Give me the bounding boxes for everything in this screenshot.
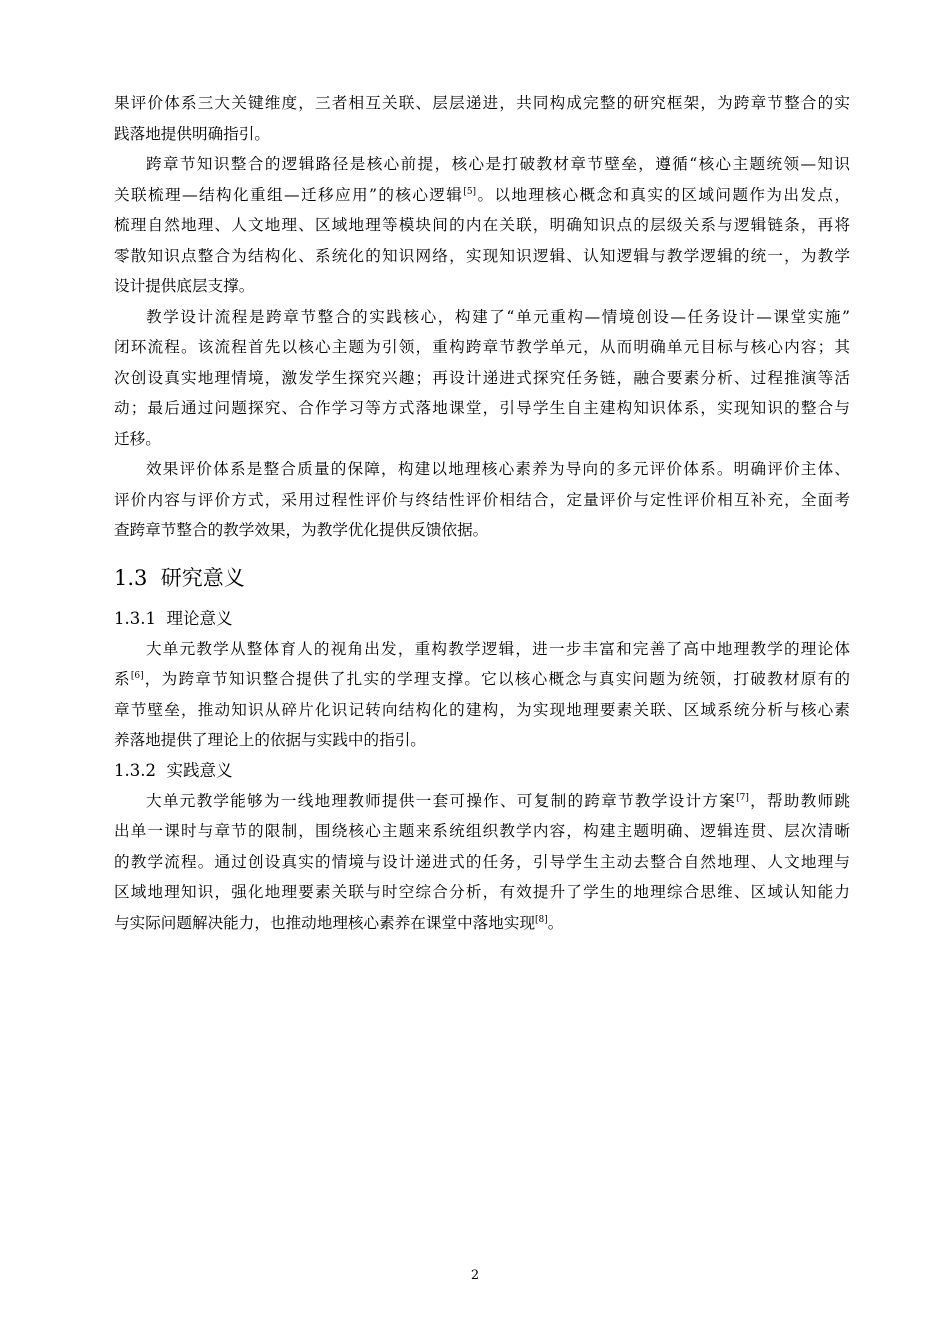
text-span: 系 (114, 670, 131, 688)
paragraph-line: 查跨章节整合的教学效果，为教学优化提供反馈依据。 (114, 521, 489, 539)
subsection-title: 实践意义 (166, 760, 233, 780)
citation: [8] (535, 914, 548, 925)
paragraph-line: 养落地提供了理论上的依据与实践中的指引。 (114, 731, 426, 749)
paragraph-line: 设计提供底层支撑。 (114, 277, 255, 295)
paragraph-line: 次创设真实地理情境，激发学生探究兴趣；再设计递进式探究任务链，融合要素分析、过程推演等活 (114, 368, 850, 387)
text-span: ，帮助教师跳 (748, 791, 850, 810)
paragraph-line: 效果评价体系是整合质量的保障，构建以地理核心素养为导向的多元评价体系。明确评价主体、 (146, 460, 850, 478)
text-span: ，为跨章节知识整合提供了扎实的学理支撑。它以核心概念与真实问题为统领，打破教材原有的 (143, 670, 850, 688)
paragraph-line: 的教学流程。通过创设真实的情境与设计递进式的任务，引导学生主动去整合自然地理、人文地理与 (114, 852, 850, 871)
paragraph-line (114, 180, 850, 211)
text-span: 与实际问题解决能力，也推动地理核心素养在课堂中落地实现 (114, 913, 536, 932)
text-span: 。以地理核心概念和真实的区域问题作为出发点， (476, 185, 850, 204)
paragraph-line: 闭环流程。该流程首先以核心主题为引领，重构跨章节教学单元，从而明确单元目标与核心内容；其 (114, 338, 850, 356)
subsection-number: 1.3.2 (114, 760, 156, 780)
paragraph-line: 零散知识点整合为结构化、系统化的知识网络，实现知识逻辑、认知逻辑与教学逻辑的统一，为教学 (114, 246, 850, 265)
paragraph-line (114, 664, 850, 695)
subsection-heading (114, 756, 850, 786)
citation: [5] (463, 186, 477, 197)
subsection-title: 理论意义 (166, 608, 233, 628)
section-heading (114, 558, 850, 598)
page-number: 2 (470, 1268, 480, 1283)
subsection-heading (114, 604, 850, 634)
paragraph-line: 跨章节知识整合的逻辑路径是核心前提，核心是打破教材章节壁垒，遵循“核心主题统领—知识 (146, 155, 850, 173)
citation: [7] (736, 792, 749, 803)
paragraph-line: 果评价体系三大关键维度，三者相互关联、层层递进，共同构成完整的研究框架，为跨章节整合的实 (114, 94, 850, 112)
paragraph-line: 教学设计流程是跨章节整合的实践核心，构建了“单元重构—情境创设—任务设计—课堂实施” (146, 307, 850, 326)
paragraph-line: 迁移。 (114, 429, 161, 448)
paragraph-line: 出单一课时与章节的限制，围绕核心主题来系统组织教学内容，构建主题明确、逻辑连贯、层次清晰 (114, 822, 850, 840)
paragraph-line: 章节壁垒，推动知识从碎片化识记转向结构化的建构，为实现地理要素关联、区域系统分析与核心素 (114, 700, 850, 719)
text-span: 。 (547, 913, 564, 932)
paragraph-line (114, 786, 850, 817)
paragraph-line: 区域地理知识，强化地理要素关联与时空综合分析，有效提升了学生的地理综合思维、区域认知能力 (114, 883, 850, 901)
subsection-number: 1.3.1 (114, 608, 156, 628)
paragraph-line: 梳理自然地理、人文地理、区域地理等模块间的内在关联，明确知识点的层级关系与逻辑链条，再将 (114, 216, 850, 234)
paragraph-line: 评价内容与评价方式，采用过程性评价与终结性评价相结合，定量评价与定性评价相互补充，全面考 (114, 490, 850, 509)
paragraph-line (114, 908, 850, 939)
citation: [6] (130, 671, 144, 681)
page-content (114, 88, 850, 938)
section-number: 1.3 (114, 565, 148, 590)
section-title: 研究意义 (160, 565, 245, 590)
text-span: 大单元教学能够为一线地理教师提供一套可操作、可复制的跨章节教学设计方案 (146, 791, 737, 810)
paragraph-line: 大单元教学从整体育人的视角出发，重构教学逻辑，进一步丰富和完善了高中地理教学的理论体 (146, 639, 850, 658)
paragraph-line: 践落地提供明确指引。 (114, 124, 270, 143)
paragraph-line: 动；最后通过问题探究、合作学习等方式落地课堂，引导学生自主建构知识体系，实现知识的整合与 (114, 399, 850, 417)
text-span: 关联梳理—结构化重组—迁移应用”的核心逻辑 (114, 185, 464, 204)
